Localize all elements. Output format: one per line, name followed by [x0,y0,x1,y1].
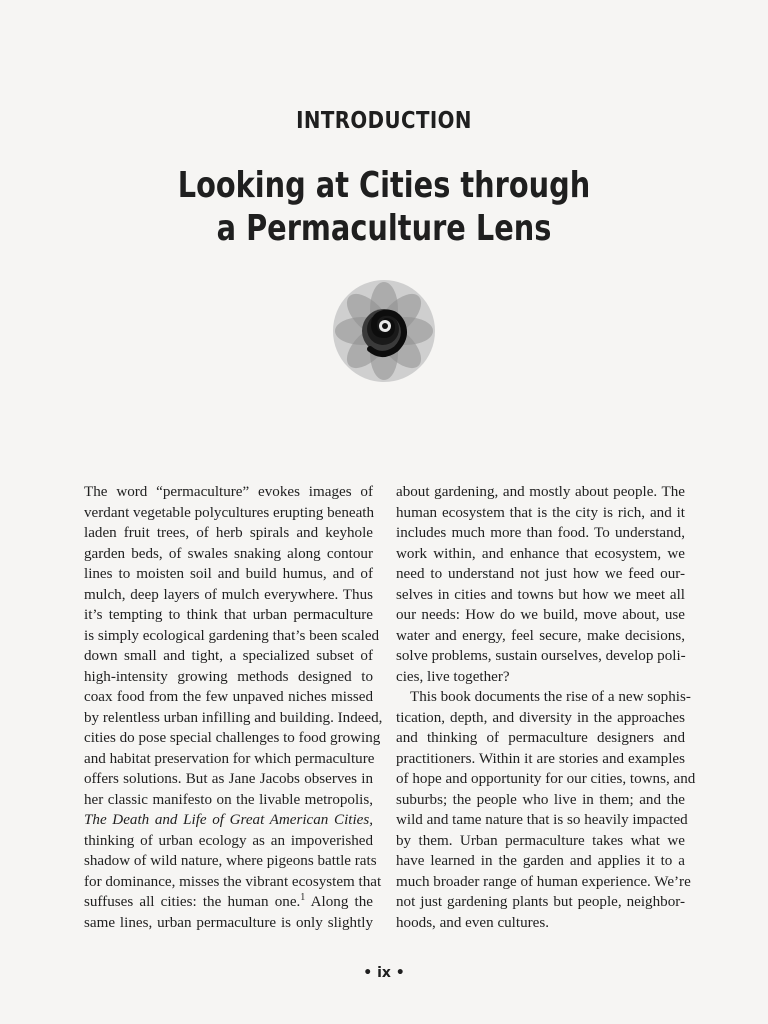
text-line: cies, live together? [396,668,510,685]
footnote-marker[interactable]: 1 [300,891,306,903]
text-line: and thinking of permaculture designers and [396,730,685,746]
text-line: our needs: How do we build, move about, use [396,607,685,623]
spiral-flower-emblem-icon [332,279,436,383]
text-line: work within, and enhance that ecosystem, we [396,545,685,562]
text-line: by them. Urban permaculture takes what we [396,832,685,849]
text-line: is simply ecological gardening that’s been scaled [84,627,380,644]
page-number: • ix • [363,965,405,981]
text-line: includes much more than food. To understand, [396,525,685,541]
text-line: her classic manifesto on the livable metropolis, [84,791,373,808]
text-line: have learned in the garden and applies it to a [396,853,685,869]
text-line: The word “permaculture” evokes images of [84,484,373,500]
chapter-label: INTRODUCTION [296,108,472,134]
text-line: suburbs; the people who live in them; and the [396,791,685,808]
text-line: practitioners. Within it are stories and examples [396,750,685,767]
book-title-italic: The Death and Life of Great American Cities, [84,812,373,828]
body-text-right-column [396,482,696,933]
text-line: garden beds, of swales snaking along contour [84,545,373,562]
text-line: and habitat preservation for which permaculture [84,750,375,767]
text-line: cities do pose special challenges to food growing [84,730,381,746]
text-line: down small and tight, a specialized subset of [84,648,373,664]
text-line: high-intensity growing methods designed to [84,668,373,685]
text-line: by relentless urban infilling and building. Indeed, [84,709,383,726]
text-line: human ecosystem that is the city is rich, and it [396,504,685,521]
text-line: for dominance, misses the vibrant ecosystem that [84,873,382,890]
text-line: hoods, and even cultures. [396,914,549,931]
page-title-line-1: Looking at Cities through [177,165,591,206]
text-fragment: suffuses all cities: the human one. [84,894,301,910]
text-line: same lines, urban permaculture is only slightly [84,914,373,931]
page-title-line-2: a Permaculture Lens [216,208,552,249]
text-line: shadow of wild nature, where pigeons battle rats [84,853,377,869]
text-line: wild and tame nature that is so heavily impacted [396,812,688,828]
text-line: tication, depth, and diversity in the approaches [396,709,685,726]
text-line: laden fruit trees, of herb spirals and keyhole [84,525,373,541]
text-line: coax food from the few unpaved niches missed [84,689,373,705]
text-line-with-footnote [84,892,373,913]
text-line: mulch, deep layers of mulch everywhere. Thus [84,586,373,603]
paragraph-first-line: This book documents the rise of a new sophis- [410,689,691,705]
text-fragment: Along the [305,894,373,910]
text-line: selves in cities and towns but how we meet all [396,586,685,603]
text-line: lines to moisten soil and build humus, and of [84,566,373,582]
text-line: much broader range of human experience. We’re [396,873,691,890]
text-line: offers solutions. But as Jane Jacobs observes in [84,771,373,787]
text-line: not just gardening plants but people, neighbor- [396,894,685,910]
text-line: solve problems, sustain ourselves, develop poli- [396,648,686,664]
text-line: thinking of urban ecology as an impoverished [84,832,373,849]
text-line: verdant vegetable polycultures erupting beneath [84,504,375,521]
text-line: water and energy, feel secure, make decisions, [396,627,685,644]
text-line: about gardening, and mostly about people. The [396,484,685,500]
text-line: of hope and opportunity for our cities, towns, and [396,771,696,787]
body-text-left-column [84,482,383,933]
page-title [77,164,691,250]
text-line: need to understand not just how we feed our- [396,566,685,582]
text-line: it’s tempting to think that urban permaculture [84,607,373,623]
